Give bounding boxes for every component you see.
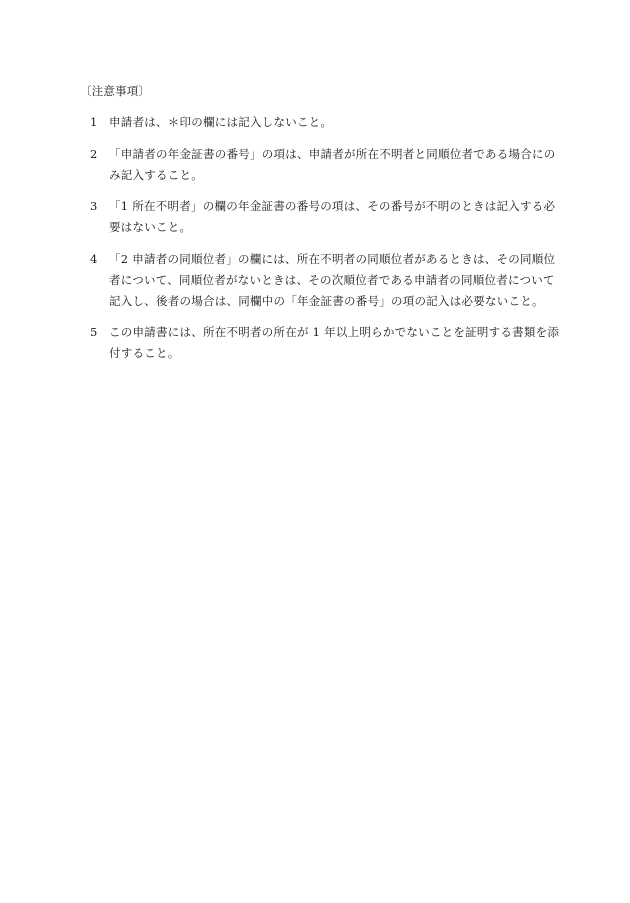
note-text: 「1 所在不明者」の欄の年金証書の番号の項は、その番号が不明のときは記入する必要はないこと。	[109, 199, 556, 234]
note-text: この申請書には、所在不明者の所在が 1 年以上明らかでないことを証明する書類を添付すること。	[109, 325, 560, 360]
note-item-2	[90, 144, 560, 186]
note-item-3	[90, 196, 560, 238]
notes-list	[90, 112, 560, 375]
note-number: 3	[90, 199, 98, 213]
note-text: 申請者は、＊印の欄には記入しないこと。	[109, 115, 333, 129]
note-number: 2	[90, 146, 98, 161]
note-item-1	[90, 112, 560, 133]
note-number: 1	[90, 115, 98, 129]
note-text: 「2 申請者の同順位者」の欄には、所在不明者の同順位者があるときは、その同順位者について、同順位者がないときは、その次順位者である申請者の同順位者について記入し、後者の場合は、同欄中の「年金証書の番号」の項の記入は必要ないこと。	[109, 251, 556, 308]
note-number: 5	[90, 325, 98, 339]
notes-heading: 〔注意事項〕	[80, 84, 151, 98]
note-item-4	[90, 249, 560, 312]
note-item-5	[90, 322, 560, 364]
note-text: 「申請者の年金証書の番号」の項は、申請者が所在不明者と同順位者である場合にのみ記入すること。	[109, 146, 556, 182]
note-number: 4	[90, 251, 98, 266]
